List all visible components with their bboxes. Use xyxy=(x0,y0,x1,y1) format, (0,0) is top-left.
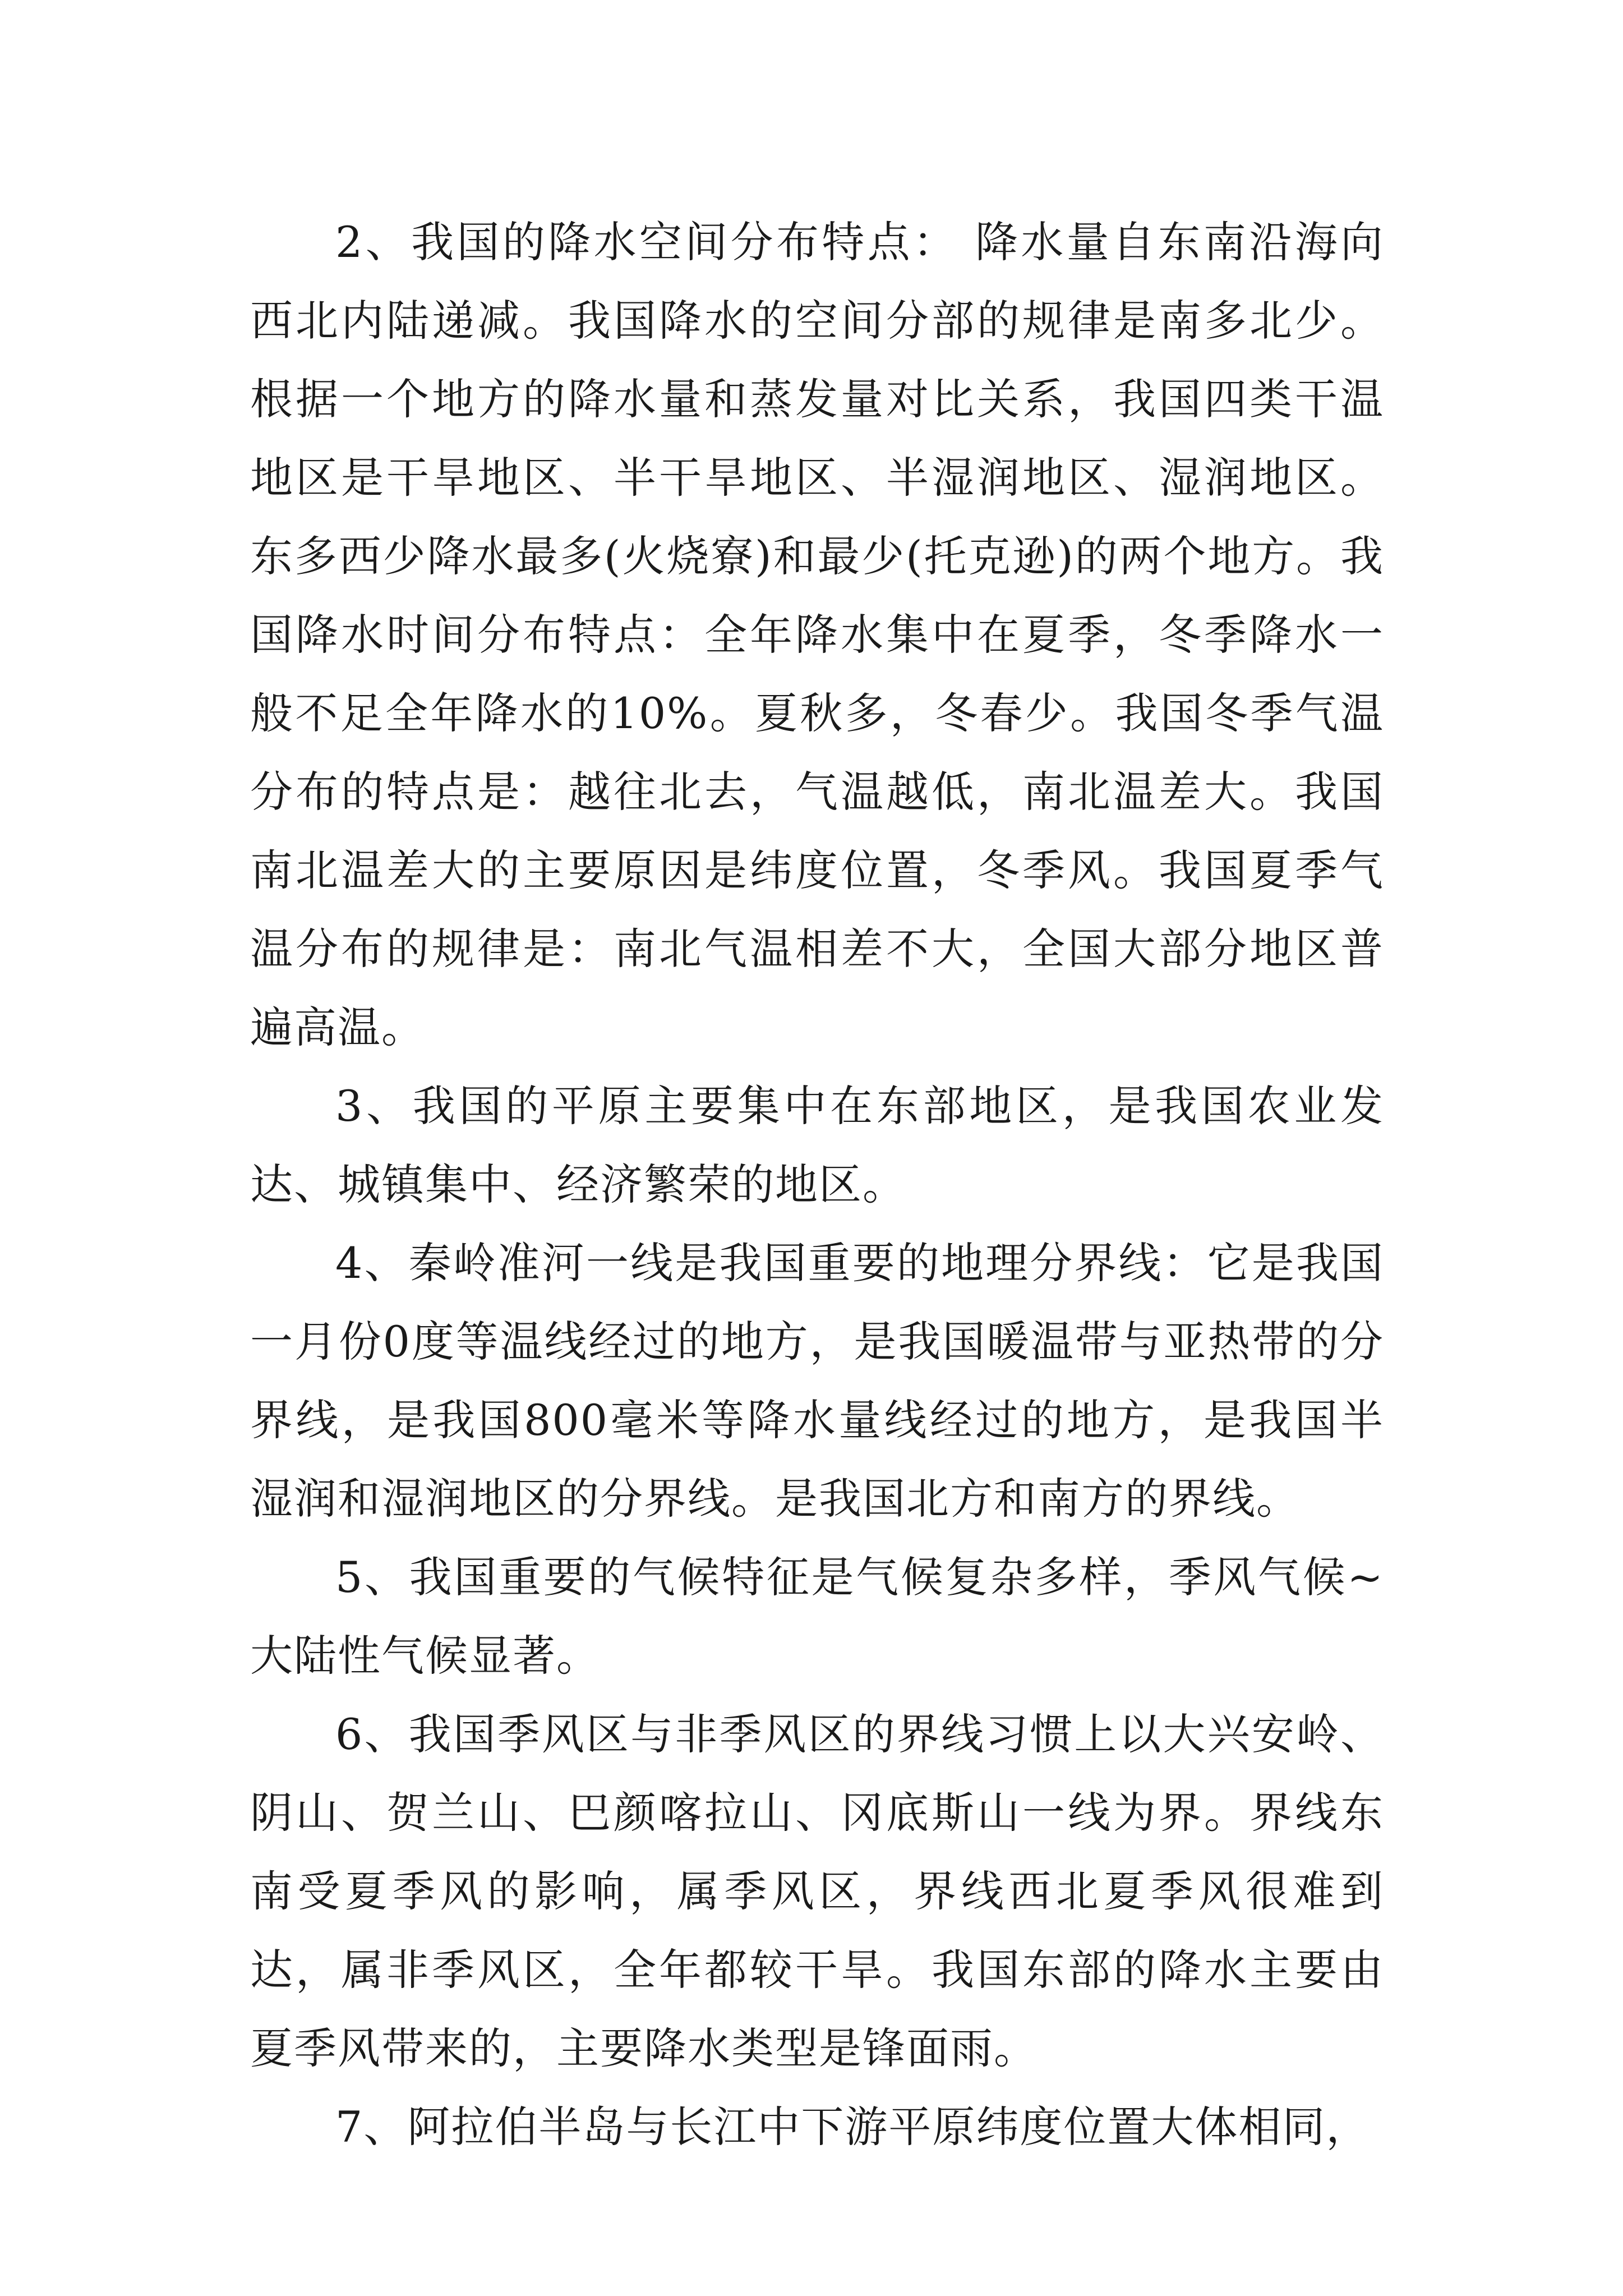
body-text xyxy=(250,203,1384,2166)
paragraph-7: 7、阿拉伯半岛与长江中下游平原纬度位置大体相同， xyxy=(335,2102,1370,2152)
paragraph-5: 5、我国重要的气候特征是气候复杂多样，季风气候~大陆性气候显著。 xyxy=(250,1552,1384,1681)
paragraph-2: 2、我国的降水空间分布特点： 降水量自东南沿海向西北内陆递减。我国降水的空间分部的规律是南多北少。根据一个地方的降水量和蒸发量对比关系，我国四类干温地区是干旱地区、半干旱地区、半湿润地区、湿润地区。东多西少降水最多(火烧寮)和最少(托克逊)的两个地方。我国降水时间分布特点：全年降水集中在夏季，冬季降水一般不足全年降水的10%。夏秋多，冬春少。我国冬季气温分布的特点是：越往北去，气温越低，南北温差大。我国南北温差大的主要原因是纬度位置，冬季风。我国夏季气温分布的规律是：南北气温相差不大，全国大部分地区普遍高温。 xyxy=(250,217,1384,1052)
paragraph-6: 6、我国季风区与非季风区的界线习惯上以大兴安岭、阴山、贺兰山、巴颜喀拉山、冈底斯山一线为界。界线东南受夏季风的影响，属季风区，界线西北夏季风很难到达，属非季风区，全年都较干旱。我国东部的降水主要由夏季风带来的，主要降水类型是锋面雨。 xyxy=(250,1709,1384,2073)
paragraph-3: 3、我国的平原主要集中在东部地区，是我国农业发达、城镇集中、经济繁荣的地区。 xyxy=(250,1081,1384,1209)
paragraph-4: 4、秦岭准河一线是我国重要的地理分界线：它是我国一月份0度等温线经过的地方，是我国暖温带与亚热带的分界线，是我国800毫米等降水量线经过的地方，是我国半湿润和湿润地区的分界线。是我国北方和南方的界线。 xyxy=(250,1238,1384,1524)
